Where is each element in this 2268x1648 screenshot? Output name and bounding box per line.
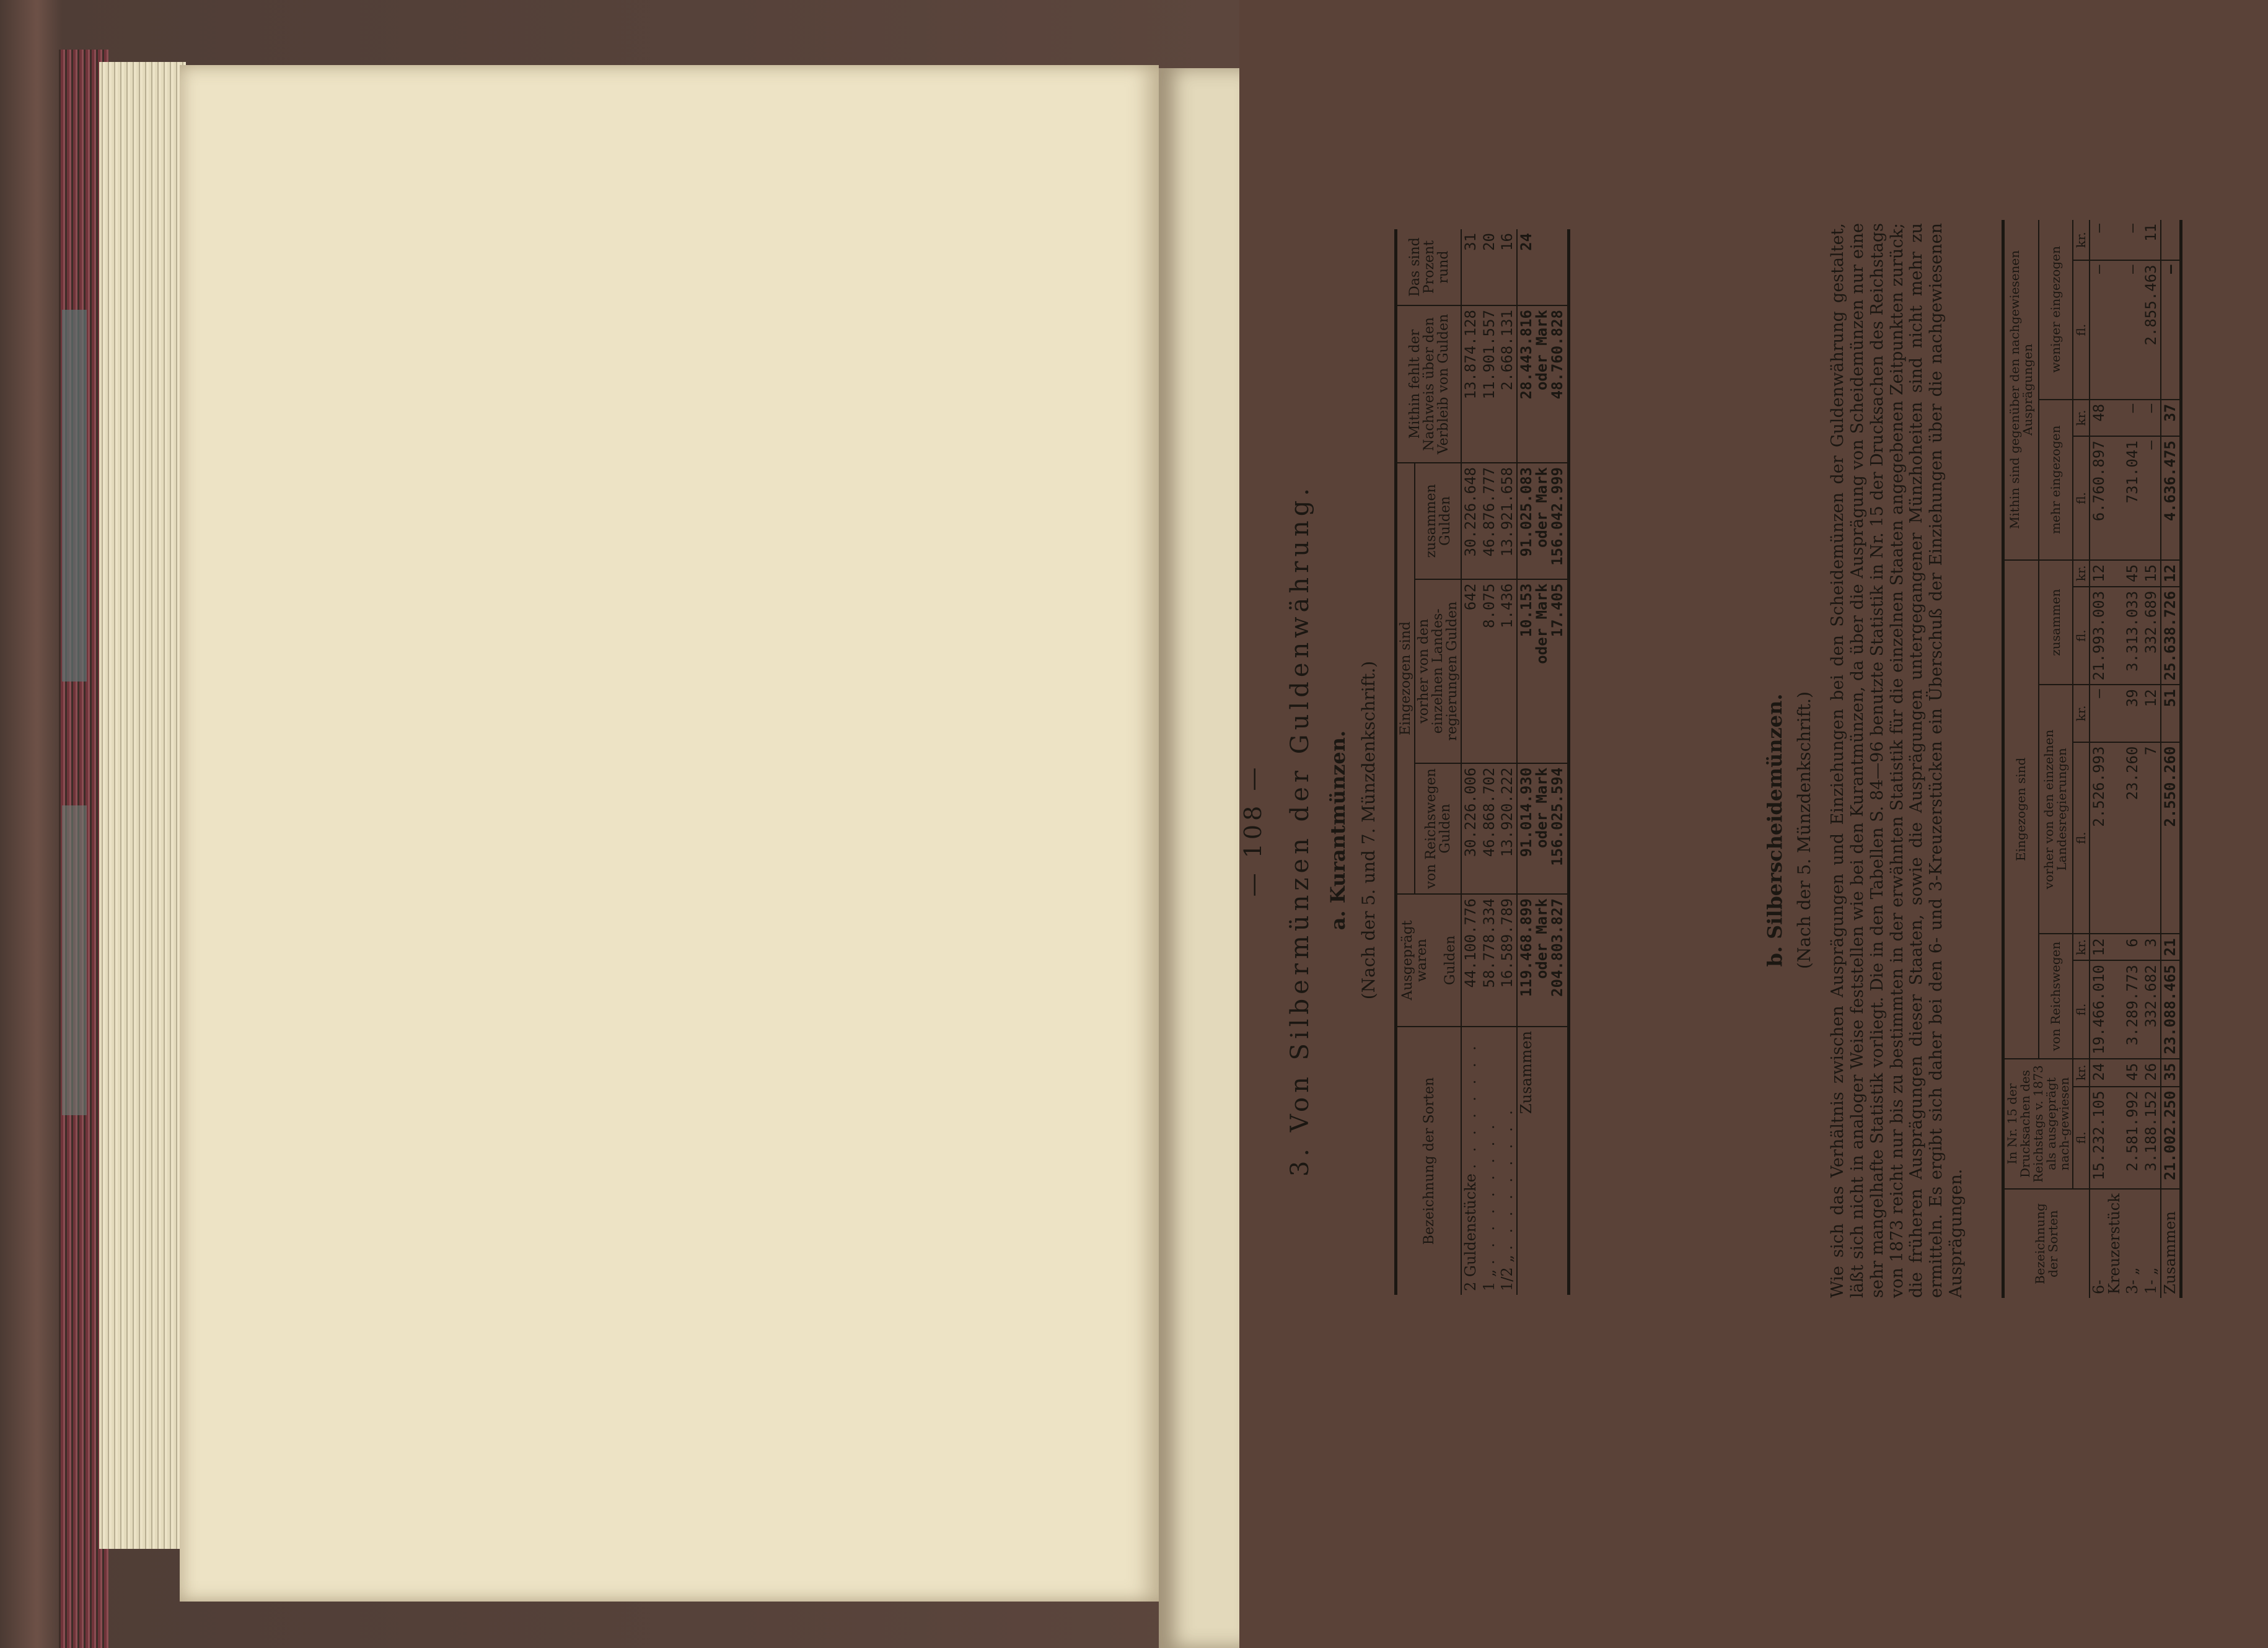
- subsection-a-title: a. Kurantmünzen.: [1326, 730, 1350, 931]
- cell: 6: [2124, 934, 2142, 960]
- row-label: [1498, 1027, 1517, 1295]
- col-drucksachen: In Nr. 15 der Drucksachen des Reichstags v. 1873 als ausgeprägt nach-gewiesen: [2003, 1059, 2073, 1189]
- subsection-b-note: (Nach der 5. Münzdenkschrift.): [1794, 691, 1814, 969]
- total-label: Zusammen: [2161, 1211, 2179, 1294]
- cell: 12: [2090, 934, 2124, 960]
- cell: 2.581.992: [2124, 1087, 2142, 1190]
- table-row: [2090, 220, 2124, 1298]
- total-cell: 4.636.475: [2161, 436, 2181, 560]
- cell: —: [2142, 436, 2161, 560]
- table-row: [1498, 229, 1517, 1295]
- cell: —: [2124, 260, 2142, 399]
- total-value: 28.443.816: [1517, 310, 1535, 400]
- unit-fl: fl.: [2073, 436, 2090, 560]
- total-cell: —: [2161, 260, 2181, 399]
- cell-zusammen: 13.921.658: [1498, 463, 1517, 579]
- row-label: 1- „: [2142, 1267, 2160, 1294]
- total-prozent: 24: [1517, 229, 1568, 305]
- cover-marbling: [62, 310, 87, 682]
- col-sorten: Bezeichnung der Sorten: [1396, 1027, 1462, 1295]
- sorte-name: 1/2 „: [1498, 1255, 1516, 1291]
- cell-ausgepraegt: 44.100.776: [1461, 894, 1480, 1027]
- total-row: [2161, 220, 2181, 1298]
- cell-ausgepraegt: 58.778.334: [1480, 894, 1498, 1027]
- total-landes: [1517, 579, 1568, 763]
- cell: 19.466.010: [2090, 960, 2124, 1059]
- cell: —: [2124, 400, 2142, 436]
- cell-prozent: 16: [1498, 229, 1517, 305]
- unit-note: oder Mark: [1533, 767, 1551, 848]
- cell-fehlt: 2.668.131: [1498, 305, 1517, 463]
- unit-kr: kr.: [2073, 1059, 2090, 1087]
- cell: 24: [2090, 1059, 2124, 1087]
- col-weniger: weniger eingezogen: [2039, 220, 2073, 400]
- col-zusammen: zusammen Gulden: [1415, 463, 1461, 579]
- cell: 45: [2124, 560, 2142, 587]
- cell: 2.526.993: [2090, 742, 2124, 934]
- cell: —: [2090, 220, 2124, 260]
- table-row: [2142, 220, 2161, 1298]
- row-label: 3- „: [2124, 1267, 2142, 1294]
- sorte-name: 1 „: [1480, 1269, 1498, 1291]
- row-label: 6-Kreuzerstück: [2090, 1193, 2124, 1294]
- sorte-name: 2 Guldenstücke: [1462, 1173, 1480, 1291]
- col-reichswegen: von Reichswegen: [2039, 934, 2073, 1058]
- cell-prozent: 20: [1480, 229, 1498, 305]
- cell: 48: [2090, 400, 2124, 436]
- total-cell: 51: [2161, 685, 2181, 742]
- subsection-b-title: b. Silberscheidemünzen.: [1763, 693, 1787, 967]
- total-cell: 37: [2161, 400, 2181, 436]
- cell: —: [2090, 685, 2124, 742]
- cell-reichswegen: 46.868.702: [1480, 763, 1498, 894]
- total-cell: 25.638.726: [2161, 587, 2181, 685]
- rotated-page-content: [1215, 198, 2268, 1462]
- leader-dots: . . . . . . . . .: [1498, 1106, 1516, 1250]
- col-fehlt: Mithin fehlt der Nachweis über den Verbleib von Gulden: [1396, 305, 1462, 463]
- kurantmuenzen-table: [1394, 229, 1570, 1295]
- cell-fehlt: 13.874.128: [1461, 305, 1480, 463]
- unit-kr: kr.: [2073, 560, 2090, 587]
- cell: 15: [2142, 560, 2161, 587]
- cell: 3.289.773: [2124, 960, 2142, 1059]
- total-value: 17.405: [1549, 583, 1567, 638]
- cell: 11: [2142, 220, 2161, 260]
- cell: 12: [2142, 685, 2161, 742]
- ausgepraegt-unit: Gulden: [1443, 935, 1459, 986]
- total-value: 48.760.828: [1549, 310, 1567, 400]
- col-landesregierungen: vorher von den einzelnen Landesregierungen: [2039, 685, 2073, 934]
- cell: 3.188.152: [2142, 1087, 2161, 1190]
- ausgepraegt-label: Ausgeprägt waren: [1400, 920, 1430, 1001]
- total-cell: 2.550.260: [2161, 742, 2181, 934]
- total-value: 119.468.899: [1517, 898, 1535, 997]
- body-paragraph: Wie sich das Verhältnis zwischen Ausprägungen und Einziehungen bei den Scheidemünzen der Guldenwährung gestaltet, läßt sich nicht in analoger Weise feststellen wie bei den Kurantmünzen, da über die Ausprägung von Scheidemünzen nur eine sehr mangelhafte Statistik vorliegt. Die in den Tabellen S. 84—96 benutzte Statistik in Nr. 15 der Drucksachen des Reichstags von 1873 reicht nur bis zu bestimmten in der erwähnten Statistik für die einzelnen Staaten angegebenen Zeitpunkten zurück; die früheren Ausprägungen dieser Staaten, sowie die Ausprägungen untergegangener Münzhoheiten sind nicht mehr zu ermitteln. Es ergibt sich daher bei den 6- und 3-Kreuzerstücken ein Überschuß der Einziehungen über die nachgewiesenen Ausprägungen.: [1828, 223, 1966, 1298]
- cell: 6.760.897: [2090, 436, 2124, 560]
- col-landesregierungen: vorher von den einzelnen Landes-regierungen Gulden: [1415, 579, 1461, 763]
- leader-dots: . . . . . . . . .: [1480, 1121, 1498, 1265]
- cell-landes: 642: [1461, 579, 1480, 763]
- total-reichswegen: [1517, 763, 1568, 894]
- cell-landes: 1.436: [1498, 579, 1517, 763]
- page-stack-edges: [99, 62, 186, 1549]
- cell: 21.993.003: [2090, 587, 2124, 685]
- unit-kr: kr.: [2073, 220, 2090, 260]
- total-cell: 12: [2161, 560, 2181, 587]
- total-value: 10.153: [1517, 583, 1535, 638]
- total-cell: 35: [2161, 1059, 2181, 1087]
- total-cell: 21.002.250: [2161, 1087, 2181, 1190]
- col-reichswegen: von Reichswegen Gulden: [1415, 763, 1461, 894]
- cell: 39: [2124, 685, 2142, 742]
- unit-fl: fl.: [2073, 587, 2090, 685]
- cell: —: [2142, 400, 2161, 436]
- unit-note: oder Mark: [1533, 310, 1551, 391]
- total-value: 156.025.594: [1549, 767, 1567, 866]
- cell: 45: [2124, 1059, 2142, 1087]
- col-prozent: Das sind Prozent rund: [1396, 229, 1462, 305]
- cell-reichswegen: 30.226.006: [1461, 763, 1480, 894]
- total-cell: 23.088.465: [2161, 960, 2181, 1059]
- subsection-a-note: (Nach der 5. und 7. Münzdenkschrift.): [1358, 660, 1379, 1000]
- cell: 731.041: [2124, 436, 2142, 560]
- unit-note: oder Mark: [1533, 898, 1551, 980]
- cell: 3.313.033: [2124, 587, 2142, 685]
- cell-landes: 8.075: [1480, 579, 1498, 763]
- total-value: 91.014.930: [1517, 767, 1535, 857]
- total-row: [1517, 229, 1568, 1295]
- cell: 2.855.463: [2142, 260, 2161, 399]
- col-mithin: Mithin sind gegenüber den nachgewiesenen Ausprägungen: [2003, 220, 2039, 560]
- unit-kr: kr.: [2073, 685, 2090, 742]
- book-page: [180, 65, 1159, 1602]
- row-label: [1461, 1027, 1480, 1295]
- total-fehlt: [1517, 305, 1568, 463]
- cell-ausgepraegt: 16.589.789: [1498, 894, 1517, 1027]
- unit-kr: kr.: [2073, 400, 2090, 436]
- cell: 3: [2142, 934, 2161, 960]
- cell-prozent: 31: [1461, 229, 1480, 305]
- cell: —: [2124, 220, 2142, 260]
- cell-fehlt: 11.901.557: [1480, 305, 1498, 463]
- cell: 12: [2090, 560, 2124, 587]
- col-eingezogen: Eingezogen sind: [2003, 560, 2039, 1059]
- cell-zusammen: 46.876.777: [1480, 463, 1498, 579]
- cell: 7: [2142, 742, 2161, 934]
- total-value: 91.025.083: [1517, 467, 1535, 557]
- section-heading: 3. Von Silbermünzen der Guldenwährung.: [1286, 483, 1314, 1177]
- cover-marbling: [62, 805, 87, 1115]
- cell: —: [2090, 260, 2124, 399]
- cell: 23.260: [2124, 742, 2142, 934]
- unit-note: oder Mark: [1533, 583, 1551, 664]
- scheidemuenzen-table: [2002, 220, 2182, 1298]
- leader-dots: . . . . . . . .: [1462, 1042, 1480, 1169]
- cell: 332.682: [2142, 960, 2161, 1059]
- cell-zusammen: 30.226.648: [1461, 463, 1480, 579]
- unit-fl: fl.: [2073, 742, 2090, 934]
- total-zusammen: [1517, 463, 1568, 579]
- cell: 26: [2142, 1059, 2161, 1087]
- unit-kr: kr.: [2073, 934, 2090, 960]
- col-mehr: mehr eingezogen: [2039, 400, 2073, 560]
- col-zusammen: zusammen: [2039, 560, 2073, 685]
- total-cell: 21: [2161, 934, 2181, 960]
- unit-fl: fl.: [2073, 1087, 2090, 1190]
- total-ausgepraegt: [1517, 894, 1568, 1027]
- cell-reichswegen: 13.920.222: [1498, 763, 1517, 894]
- cell: 332.689: [2142, 587, 2161, 685]
- col-eingezogen: Eingezogen sind: [1396, 463, 1415, 894]
- total-cell: [2161, 220, 2181, 260]
- total-value: 156.042.999: [1549, 467, 1567, 566]
- table-row: [1480, 229, 1498, 1295]
- unit-note: oder Mark: [1533, 467, 1551, 548]
- col-ausgepraegt: [1396, 894, 1462, 1027]
- table-row: [2124, 220, 2142, 1298]
- page-number: — 108 —: [1239, 763, 1267, 897]
- unit-fl: fl.: [2073, 960, 2090, 1059]
- unit-fl: fl.: [2073, 260, 2090, 399]
- cell: 15.232.105: [2090, 1087, 2124, 1190]
- total-value: 204.803.827: [1549, 898, 1567, 997]
- table-row: [1461, 229, 1480, 1295]
- col-sorten: Bezeichnung der Sorten: [2003, 1189, 2090, 1298]
- row-label: [1480, 1027, 1498, 1295]
- total-label: Zusammen: [1517, 1031, 1535, 1114]
